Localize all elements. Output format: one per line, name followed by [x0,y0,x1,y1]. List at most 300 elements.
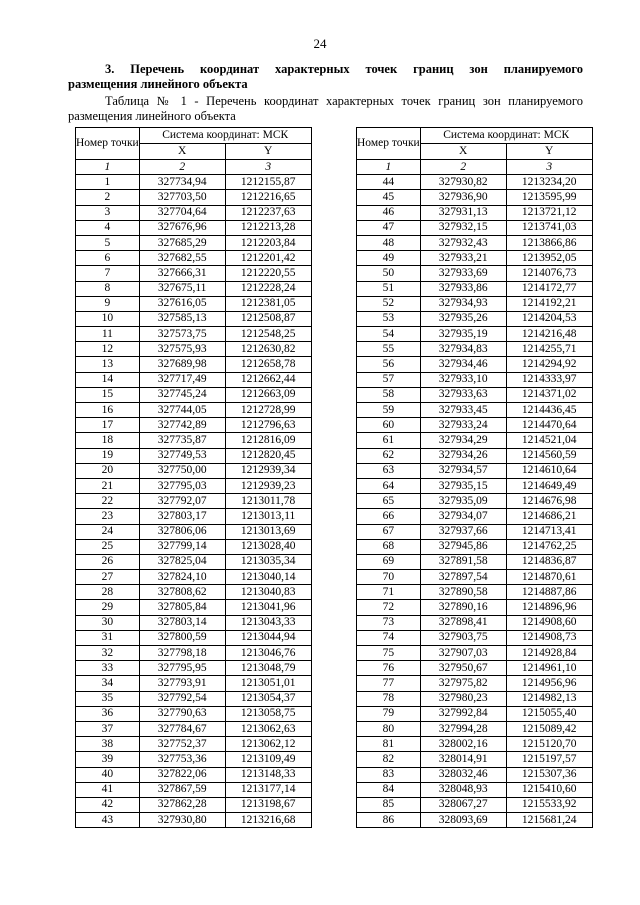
y-coordinate-cell: 1215055,40 [506,706,592,721]
table-row [76,661,312,676]
x-coordinate-cell: 327934,57 [420,463,506,478]
table-row [357,448,593,463]
y-coordinate-cell: 1214521,04 [506,433,592,448]
point-number-cell: 26 [76,554,140,569]
header-point-number: Номер точки [76,128,140,160]
y-coordinate-cell: 1214204,53 [506,311,592,326]
table-row [357,752,593,767]
point-number-cell: 39 [76,752,140,767]
x-coordinate-cell: 327803,17 [139,509,225,524]
point-number-cell: 72 [357,600,421,615]
point-number-cell: 6 [76,251,140,266]
y-coordinate-cell: 1214956,96 [506,676,592,691]
point-number-cell: 36 [76,706,140,721]
table-row [76,813,312,828]
y-coordinate-cell: 1213040,14 [225,570,311,585]
y-coordinate-cell: 1213013,69 [225,524,311,539]
y-coordinate-cell: 1213028,40 [225,539,311,554]
y-coordinate-cell: 1212658,78 [225,357,311,372]
point-number-cell: 78 [357,691,421,706]
x-coordinate-cell: 327808,62 [139,585,225,600]
y-coordinate-cell: 1212663,09 [225,387,311,402]
point-number-cell: 4 [76,220,140,235]
x-coordinate-cell: 327935,15 [420,478,506,493]
table-row [357,175,593,190]
table-row [76,418,312,433]
y-coordinate-cell: 1215533,92 [506,797,592,812]
x-coordinate-cell: 327890,16 [420,600,506,615]
y-coordinate-cell: 1214294,92 [506,357,592,372]
x-coordinate-cell: 327792,07 [139,494,225,509]
point-number-cell: 3 [76,205,140,220]
table-row [76,296,312,311]
table-row [357,661,593,676]
table-row [357,797,593,812]
point-number-cell: 41 [76,782,140,797]
y-coordinate-cell: 1215681,24 [506,813,592,828]
x-coordinate-cell: 327685,29 [139,235,225,250]
header-col-index: 3 [225,160,311,175]
x-coordinate-cell: 327936,90 [420,190,506,205]
x-coordinate-cell: 327745,24 [139,387,225,402]
x-coordinate-cell: 327805,84 [139,600,225,615]
y-coordinate-cell: 1214436,45 [506,403,592,418]
x-coordinate-cell: 327862,28 [139,797,225,812]
point-number-cell: 52 [357,296,421,311]
header-coord-system: Система координат: МСК [139,128,311,144]
header-x: X [420,144,506,160]
point-number-cell: 70 [357,570,421,585]
point-number-cell: 86 [357,813,421,828]
table-row [357,554,593,569]
x-coordinate-cell: 327935,19 [420,327,506,342]
y-coordinate-cell: 1212630,82 [225,342,311,357]
y-coordinate-cell: 1213866,86 [506,235,592,250]
y-coordinate-cell: 1213595,99 [506,190,592,205]
table-row [76,266,312,281]
y-coordinate-cell: 1214887,86 [506,585,592,600]
point-number-cell: 79 [357,706,421,721]
y-coordinate-cell: 1214961,10 [506,661,592,676]
x-coordinate-cell: 327616,05 [139,296,225,311]
table-row [357,570,593,585]
x-coordinate-cell: 327675,11 [139,281,225,296]
x-coordinate-cell: 327799,14 [139,539,225,554]
table-row [76,615,312,630]
point-number-cell: 55 [357,342,421,357]
header-x: X [139,144,225,160]
x-coordinate-cell: 327945,86 [420,539,506,554]
x-coordinate-cell: 327753,36 [139,752,225,767]
x-coordinate-cell: 327666,31 [139,266,225,281]
y-coordinate-cell: 1214333,97 [506,372,592,387]
x-coordinate-cell: 327790,63 [139,706,225,721]
table-row [357,524,593,539]
table-row [357,691,593,706]
table-row [357,615,593,630]
y-coordinate-cell: 1214836,87 [506,554,592,569]
table-row [357,721,593,736]
table-row [76,752,312,767]
table-caption-line1: Таблица № 1 - Перечень координат характерных точек границ зон планируемого [105,94,583,108]
y-coordinate-cell: 1212820,45 [225,448,311,463]
point-number-cell: 42 [76,797,140,812]
table-row [76,190,312,205]
point-number-cell: 12 [76,342,140,357]
point-number-cell: 43 [76,813,140,828]
x-coordinate-cell: 327752,37 [139,737,225,752]
y-coordinate-cell: 1214216,48 [506,327,592,342]
y-coordinate-cell: 1213109,49 [225,752,311,767]
page-number: 24 [313,36,327,51]
y-coordinate-cell: 1213011,78 [225,494,311,509]
y-coordinate-cell: 1213062,63 [225,721,311,736]
x-coordinate-cell: 327689,98 [139,357,225,372]
y-coordinate-cell: 1212728,99 [225,403,311,418]
point-number-cell: 83 [357,767,421,782]
x-coordinate-cell: 327933,63 [420,387,506,402]
y-coordinate-cell: 1213148,33 [225,767,311,782]
point-number-cell: 75 [357,646,421,661]
table-row [76,630,312,645]
y-coordinate-cell: 1213952,05 [506,251,592,266]
table-row [357,418,593,433]
table-row [76,372,312,387]
y-coordinate-cell: 1213051,01 [225,676,311,691]
table-row [76,175,312,190]
table-row [357,600,593,615]
point-number-cell: 74 [357,630,421,645]
x-coordinate-cell: 327903,75 [420,630,506,645]
y-coordinate-cell: 1214762,25 [506,539,592,554]
point-number-cell: 73 [357,615,421,630]
point-number-cell: 85 [357,797,421,812]
y-coordinate-cell: 1214676,98 [506,494,592,509]
table-row [76,524,312,539]
y-coordinate-cell: 1213046,76 [225,646,311,661]
table-row [76,478,312,493]
x-coordinate-cell: 327992,84 [420,706,506,721]
x-coordinate-cell: 327798,18 [139,646,225,661]
y-coordinate-cell: 1213054,37 [225,691,311,706]
point-number-cell: 50 [357,266,421,281]
header-col-index: 2 [420,160,506,175]
x-coordinate-cell: 327930,80 [139,813,225,828]
x-coordinate-cell: 327735,87 [139,433,225,448]
x-coordinate-cell: 327994,28 [420,721,506,736]
point-number-cell: 61 [357,433,421,448]
point-number-cell: 11 [76,327,140,342]
header-col-index: 3 [506,160,592,175]
x-coordinate-cell: 327822,06 [139,767,225,782]
point-number-cell: 46 [357,205,421,220]
y-coordinate-cell: 1214713,41 [506,524,592,539]
point-number-cell: 10 [76,311,140,326]
table-row [76,721,312,736]
point-number-cell: 19 [76,448,140,463]
point-number-cell: 63 [357,463,421,478]
table-row [76,676,312,691]
section-heading-line2: размещения линейного объекта [68,77,248,91]
point-number-cell: 32 [76,646,140,661]
header-coord-system: Система координат: МСК [420,128,592,144]
y-coordinate-cell: 1214470,64 [506,418,592,433]
point-number-cell: 56 [357,357,421,372]
point-number-cell: 48 [357,235,421,250]
y-coordinate-cell: 1214928,84 [506,646,592,661]
table-row [76,539,312,554]
table-row [76,646,312,661]
y-coordinate-cell: 1212796,63 [225,418,311,433]
point-number-cell: 22 [76,494,140,509]
point-number-cell: 15 [76,387,140,402]
table-row [76,342,312,357]
point-number-cell: 67 [357,524,421,539]
x-coordinate-cell: 327933,69 [420,266,506,281]
table-row [76,433,312,448]
y-coordinate-cell: 1214255,71 [506,342,592,357]
table-row [357,706,593,721]
x-coordinate-cell: 327867,59 [139,782,225,797]
point-number-cell: 5 [76,235,140,250]
x-coordinate-cell: 327930,82 [420,175,506,190]
x-coordinate-cell: 327933,21 [420,251,506,266]
x-coordinate-cell: 327931,13 [420,205,506,220]
y-coordinate-cell: 1214686,21 [506,509,592,524]
x-coordinate-cell: 327935,26 [420,311,506,326]
table-body-left [76,175,312,828]
table-row [76,554,312,569]
y-coordinate-cell: 1213721,12 [506,205,592,220]
table-row [357,767,593,782]
x-coordinate-cell: 327806,06 [139,524,225,539]
x-coordinate-cell: 327934,93 [420,296,506,311]
x-coordinate-cell: 327934,07 [420,509,506,524]
y-coordinate-cell: 1212381,05 [225,296,311,311]
table-row [76,357,312,372]
table-row [357,296,593,311]
point-number-cell: 21 [76,478,140,493]
table-row [76,494,312,509]
x-coordinate-cell: 327897,54 [420,570,506,585]
x-coordinate-cell: 327933,86 [420,281,506,296]
table-row [76,585,312,600]
x-coordinate-cell: 327934,26 [420,448,506,463]
point-number-cell: 71 [357,585,421,600]
point-number-cell: 84 [357,782,421,797]
point-number-cell: 40 [76,767,140,782]
table-row [357,463,593,478]
x-coordinate-cell: 327795,03 [139,478,225,493]
y-coordinate-cell: 1214076,73 [506,266,592,281]
point-number-cell: 81 [357,737,421,752]
y-coordinate-cell: 1212213,28 [225,220,311,235]
table-row [357,585,593,600]
x-coordinate-cell: 327575,93 [139,342,225,357]
x-coordinate-cell: 327898,41 [420,615,506,630]
table-row [76,767,312,782]
table-row [357,311,593,326]
table-row [357,403,593,418]
header-col-index: 1 [357,160,421,175]
y-coordinate-cell: 1213013,11 [225,509,311,524]
point-number-cell: 1 [76,175,140,190]
y-coordinate-cell: 1214649,49 [506,478,592,493]
header-point-number: Номер точки [357,128,421,160]
point-number-cell: 30 [76,615,140,630]
x-coordinate-cell: 327932,15 [420,220,506,235]
header-y: Y [506,144,592,160]
x-coordinate-cell: 327792,54 [139,691,225,706]
table-row [357,630,593,645]
table-row [76,463,312,478]
table-row [357,646,593,661]
x-coordinate-cell: 327682,55 [139,251,225,266]
table-row [76,600,312,615]
point-number-cell: 62 [357,448,421,463]
point-number-cell: 49 [357,251,421,266]
point-number-cell: 23 [76,509,140,524]
x-coordinate-cell: 327717,49 [139,372,225,387]
point-number-cell: 69 [357,554,421,569]
x-coordinate-cell: 327933,45 [420,403,506,418]
table-row [76,509,312,524]
point-number-cell: 27 [76,570,140,585]
coordinates-table-right [356,127,593,828]
x-coordinate-cell: 327573,75 [139,327,225,342]
x-coordinate-cell: 327934,83 [420,342,506,357]
point-number-cell: 68 [357,539,421,554]
point-number-cell: 38 [76,737,140,752]
section-heading-line1: 3. Перечень координат характерных точек границ зон планируемого [105,62,583,76]
coordinates-table-left [75,127,312,828]
point-number-cell: 80 [357,721,421,736]
x-coordinate-cell: 327749,53 [139,448,225,463]
point-number-cell: 65 [357,494,421,509]
x-coordinate-cell: 327744,05 [139,403,225,418]
table-row [357,220,593,235]
table-row [357,433,593,448]
table-row [76,737,312,752]
point-number-cell: 59 [357,403,421,418]
section-heading [68,62,583,92]
point-number-cell: 33 [76,661,140,676]
table-row [76,706,312,721]
y-coordinate-cell: 1214896,96 [506,600,592,615]
y-coordinate-cell: 1213216,68 [225,813,311,828]
x-coordinate-cell: 327803,14 [139,615,225,630]
y-coordinate-cell: 1213044,94 [225,630,311,645]
point-number-cell: 8 [76,281,140,296]
y-coordinate-cell: 1213058,75 [225,706,311,721]
table-row [357,387,593,402]
y-coordinate-cell: 1214870,61 [506,570,592,585]
point-number-cell: 66 [357,509,421,524]
y-coordinate-cell: 1212508,87 [225,311,311,326]
y-coordinate-cell: 1214560,59 [506,448,592,463]
y-coordinate-cell: 1212548,25 [225,327,311,342]
point-number-cell: 64 [357,478,421,493]
y-coordinate-cell: 1212155,87 [225,175,311,190]
y-coordinate-cell: 1213048,79 [225,661,311,676]
table-row [357,190,593,205]
y-coordinate-cell: 1213177,14 [225,782,311,797]
x-coordinate-cell: 327734,94 [139,175,225,190]
point-number-cell: 9 [76,296,140,311]
table-row [76,403,312,418]
x-coordinate-cell: 327704,64 [139,205,225,220]
y-coordinate-cell: 1212220,55 [225,266,311,281]
point-number-cell: 47 [357,220,421,235]
point-number-cell: 17 [76,418,140,433]
table-row [357,813,593,828]
table-row [357,235,593,250]
table-row [357,251,593,266]
x-coordinate-cell: 327742,89 [139,418,225,433]
x-coordinate-cell: 327975,82 [420,676,506,691]
table-row [76,327,312,342]
x-coordinate-cell: 327933,24 [420,418,506,433]
y-coordinate-cell: 1215089,42 [506,721,592,736]
x-coordinate-cell: 328002,16 [420,737,506,752]
y-coordinate-cell: 1214908,60 [506,615,592,630]
y-coordinate-cell: 1215410,60 [506,782,592,797]
x-coordinate-cell: 327795,95 [139,661,225,676]
table-row [357,281,593,296]
x-coordinate-cell: 327784,67 [139,721,225,736]
y-coordinate-cell: 1212939,34 [225,463,311,478]
y-coordinate-cell: 1213234,20 [506,175,592,190]
header-col-index: 1 [76,160,140,175]
y-coordinate-cell: 1213043,33 [225,615,311,630]
point-number-cell: 29 [76,600,140,615]
x-coordinate-cell: 328067,27 [420,797,506,812]
y-coordinate-cell: 1213041,96 [225,600,311,615]
table-row [76,281,312,296]
x-coordinate-cell: 327934,46 [420,357,506,372]
y-coordinate-cell: 1212662,44 [225,372,311,387]
y-coordinate-cell: 1213035,34 [225,554,311,569]
x-coordinate-cell: 327891,58 [420,554,506,569]
x-coordinate-cell: 327585,13 [139,311,225,326]
table-row [357,205,593,220]
y-coordinate-cell: 1215307,36 [506,767,592,782]
x-coordinate-cell: 327800,59 [139,630,225,645]
point-number-cell: 18 [76,433,140,448]
x-coordinate-cell: 327750,00 [139,463,225,478]
table-row [76,251,312,266]
point-number-cell: 31 [76,630,140,645]
table-row [357,494,593,509]
point-number-cell: 58 [357,387,421,402]
table-row [76,448,312,463]
x-coordinate-cell: 327825,04 [139,554,225,569]
x-coordinate-cell: 327890,58 [420,585,506,600]
point-number-cell: 34 [76,676,140,691]
y-coordinate-cell: 1212939,23 [225,478,311,493]
table-row [357,327,593,342]
table-caption-line2: размещения линейного объекта [68,109,236,123]
y-coordinate-cell: 1214172,77 [506,281,592,296]
x-coordinate-cell: 327933,10 [420,372,506,387]
y-coordinate-cell: 1212237,63 [225,205,311,220]
point-number-cell: 53 [357,311,421,326]
point-number-cell: 25 [76,539,140,554]
table-row [357,478,593,493]
x-coordinate-cell: 327824,10 [139,570,225,585]
point-number-cell: 16 [76,403,140,418]
point-number-cell: 51 [357,281,421,296]
